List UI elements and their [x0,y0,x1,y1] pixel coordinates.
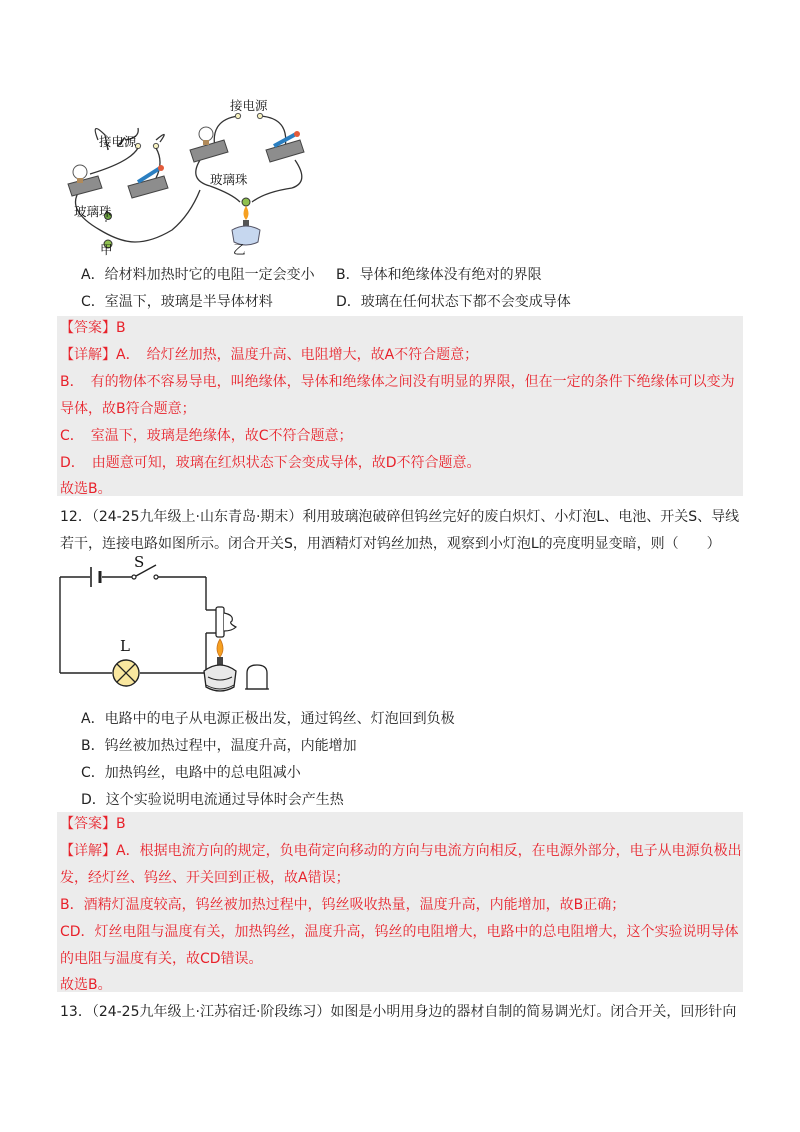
q11-circuit-diagrams [60,90,320,260]
q12-detail-line2: 发，经灯丝、钨丝、开关回到正极，故A错误； [60,870,350,886]
q11-detail-line2: B． 有的物体不容易导电，叫绝缘体，导体和绝缘体之间没有明显的界限，但在一定的条件下绝缘体可以变为 [60,374,735,390]
terminal-jia-right [153,143,158,148]
glass-bead-yi [242,198,250,206]
label-s: S [134,553,145,571]
q12-answer: 【答案】B [60,816,126,832]
label-power-yi: 接电源 [230,98,268,113]
q11-detail-line4: C． 室温下，玻璃是绝缘体，故C不符合题意； [60,428,353,444]
terminal-yi-left [235,113,240,118]
alcohol-lamp-cap [245,665,269,689]
q11-detail-line1: 【详解】A． 给灯丝加热，温度升高、电阻增大，故A不符合题意； [60,347,479,363]
q13-stem-line1: 13．（24-25九年级上·江苏宿迁·阶段练习）如图是小明用身边的器材自制的简易调光灯。闭合开关，回形针向 [60,1004,737,1020]
broken-lamp-filament [216,607,236,637]
lamp-jia [68,165,102,196]
caption-jia: 甲 [100,242,113,257]
q11-option-b: B．导体和绝缘体没有绝对的界限 [336,267,542,283]
label-power-jia: 接电源 [99,134,137,149]
q11-detail-line3: 导体，故B符合题意； [60,401,196,417]
q11-option-a: A．给材料加热时它的电阻一定会变小 [81,267,315,283]
q11-option-c: C．室温下，玻璃是半导体材料 [81,294,273,310]
q12-detail-line6: 故选B。 [60,977,112,993]
battery-symbol [91,567,100,587]
q12-detail-line3: B．酒精灯温度较高，钨丝被加热过程中，钨丝吸收热量，温度升高，内能增加，故B正确； [60,897,626,913]
lamp-yi [190,127,228,162]
label-bead-yi: 玻璃珠 [210,172,248,187]
terminal-yi-right [257,113,262,118]
q12-stem-line2: 若干，连接电路如图所示。闭合开关S，用酒精灯对钨丝加热，观察到小灯泡L的亮度明显变暗，则（ ） [60,536,721,552]
q12-option-c: C．加热钨丝，电路中的总电阻减小 [81,765,301,781]
label-l: L [120,637,130,655]
alcohol-lamp [204,639,236,691]
q11-figure [60,90,320,260]
q12-detail-line5: 的电阻与温度有关，故CD错误。 [60,951,263,967]
q12-stem-line1: 12．（24-25九年级上·山东青岛·期末）利用玻璃泡破碎但钨丝完好的废白炽灯、小灯泡L、电池、开关S、导线 [60,509,740,525]
q11-option-d: D．玻璃在任何状态下都不会变成导体 [336,294,571,310]
q12-circuit-diagram [56,555,286,700]
q11-detail-line5: D． 由题意可知，玻璃在红炽状态下会变成导体，故D不符合题意。 [60,455,481,471]
q11-detail-line6: 故选B。 [60,481,112,497]
circuit-yi [196,116,302,202]
switch-jia [128,165,168,198]
q12-option-d: D．这个实验说明电流通过导体时会产生热 [81,792,344,808]
bulb-l-symbol [113,660,139,686]
q12-detail-line4: CD．灯丝电阻与温度有关，加热钨丝，温度升高，钨丝的电阻增大，电路中的总电阻增大，这个实验说明导体 [60,924,739,940]
q12-option-b: B．钨丝被加热过程中，温度升高，内能增加 [81,738,357,754]
label-bead-jia: 玻璃珠 [74,204,112,219]
q12-figure [56,555,286,700]
q12-option-a: A．电路中的电子从电源正极出发，通过钨丝、灯泡回到负极 [81,711,455,727]
q11-answer: 【答案】B [60,320,126,336]
q12-detail-line1: 【详解】A．根据电流方向的规定，负电荷定向移动的方向与电流方向相反，在电源外部分，电子从电源负极出 [60,843,742,859]
caption-yi: 乙 [233,242,246,257]
